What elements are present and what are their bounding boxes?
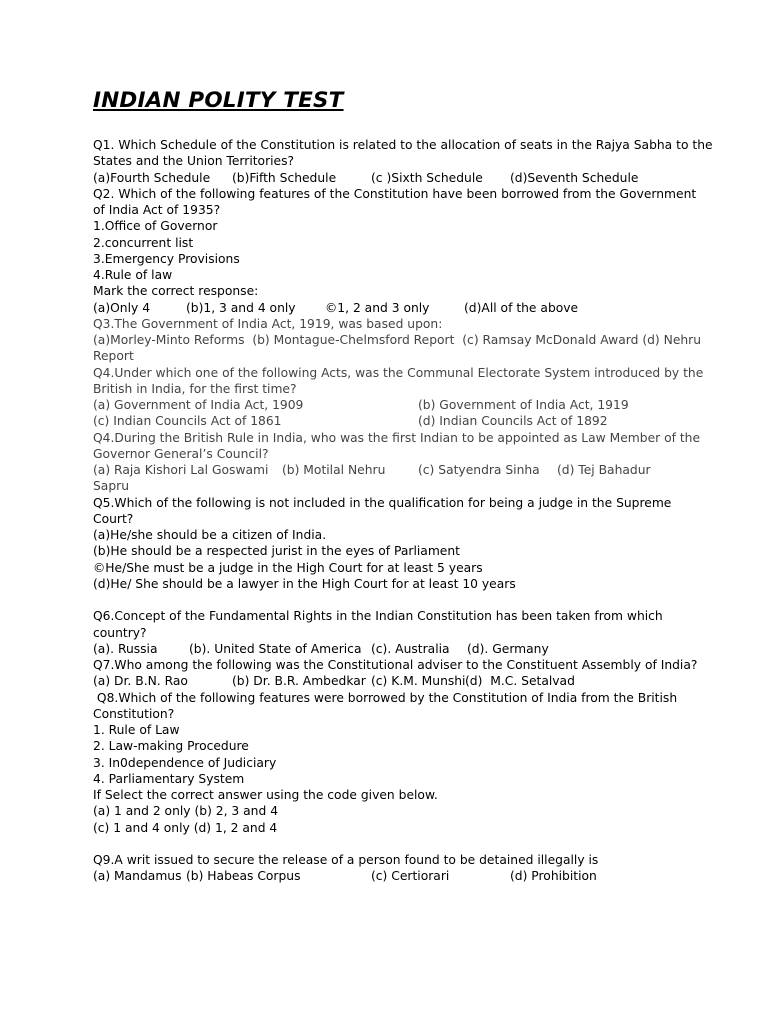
option-c: (c )Sixth Schedule bbox=[371, 170, 483, 185]
option-c: (c) Certiorari bbox=[371, 869, 450, 884]
option-d: (d)He/ She should be a lawyer in the High Court for at least 10 years bbox=[93, 576, 516, 591]
option-d: (d) Tej Bahadur bbox=[557, 463, 651, 477]
question-2-text: Q2. Which of the following features of the Constitution have been borrowed from the Government bbox=[93, 186, 697, 201]
option-a: (a)He/she should be a citizen of India. bbox=[93, 528, 327, 542]
question-5-text-cont: Court? bbox=[93, 511, 134, 526]
option-c: (c) K.M. Munshi bbox=[371, 674, 466, 689]
option-d: (d) M.C. Setalvad bbox=[465, 674, 575, 689]
list-item: 2.concurrent list bbox=[93, 235, 194, 250]
option-b: (b)Fifth Schedule bbox=[232, 170, 337, 185]
option-b: (b) Habeas Corpus bbox=[186, 869, 301, 884]
question-9-text: Q9.A writ issued to secure the release of a person found to be detained illegally is bbox=[93, 853, 599, 867]
question-4b-options bbox=[93, 462, 683, 478]
list-item: 2. Law-making Procedure bbox=[93, 739, 249, 754]
list-item: 3. In0dependence of Judiciary bbox=[93, 755, 277, 770]
question-3-options: (a)Morley-Minto Reforms (b) Montague-Chelmsford Report (c) Ramsay McDonald Award (d) Nehru bbox=[93, 333, 702, 347]
question-9-options bbox=[93, 868, 683, 884]
option-c: (c) Satyendra Sinha bbox=[418, 463, 540, 477]
option-b: (b) Government of India Act, 1919 bbox=[418, 398, 629, 412]
question-4a-text: Q4.Under which one of the following Acts, was the Communal Electorate System introduced by the bbox=[93, 365, 704, 380]
list-item: 1.Office of Governor bbox=[93, 219, 218, 234]
option-c: (c). Australia bbox=[371, 641, 450, 656]
option-a: (a). Russia bbox=[93, 641, 158, 656]
question-5-text: Q5.Which of the following is not included in the qualification for being a judge in the Supreme bbox=[93, 495, 672, 510]
option-b: (b)He should be a respected jurist in the eyes of Parliament bbox=[93, 544, 460, 559]
question-2-options bbox=[93, 300, 683, 316]
spacer bbox=[93, 592, 683, 608]
question-4b-text: Q4.During the British Rule in India, who was the first Indian to be appointed as Law Member of the bbox=[93, 430, 701, 445]
option-c: (c) Indian Councils Act of 1861 bbox=[93, 414, 282, 429]
question-8-options: (a) 1 and 2 only (b) 2, 3 and 4 bbox=[93, 804, 279, 819]
option-d: (d)All of the above bbox=[464, 300, 579, 315]
question-7-text: Q7.Who among the following was the Constitutional adviser to the Constituent Assembly of India? bbox=[93, 658, 698, 672]
question-3-text: Q3.The Government of India Act, 1919, was based upon: bbox=[93, 316, 443, 331]
question-8-options-cont: (c) 1 and 4 only (d) 1, 2 and 4 bbox=[93, 820, 278, 835]
option-d: (d) Prohibition bbox=[510, 869, 597, 884]
option-b: (b)1, 3 and 4 only bbox=[186, 300, 296, 315]
option-a: (a) Mandamus bbox=[93, 869, 182, 884]
question-4b-text-cont: Governor General’s Council? bbox=[93, 446, 269, 461]
option-d: (d) Indian Councils Act of 1892 bbox=[418, 414, 608, 429]
list-item: 3.Emergency Provisions bbox=[93, 251, 240, 266]
question-6-options bbox=[93, 641, 683, 657]
option-b: (b) Motilal Nehru bbox=[282, 463, 386, 477]
question-1-text: Q1. Which Schedule of the Constitution is related to the allocation of seats in the Rajya Sabha to the bbox=[93, 138, 713, 152]
question-6-text-cont: country? bbox=[93, 625, 147, 640]
question-2-prompt: Mark the correct response: bbox=[93, 284, 259, 299]
document-page bbox=[93, 88, 713, 885]
option-c: ©He/She must be a judge in the High Court for at least 5 years bbox=[93, 560, 483, 575]
question-6-text: Q6.Concept of the Fundamental Rights in the Indian Constitution has been taken from which bbox=[93, 609, 663, 624]
question-8-prompt: If Select the correct answer using the code given below. bbox=[93, 788, 438, 802]
option-d: (d)Seventh Schedule bbox=[510, 170, 639, 185]
option-d: (d). Germany bbox=[467, 641, 549, 656]
option-a: (a)Fourth Schedule bbox=[93, 170, 211, 185]
question-4a-text-cont: British in India, for the first time? bbox=[93, 381, 297, 396]
spacer bbox=[93, 836, 683, 852]
question-1-text-cont: States and the Union Territories? bbox=[93, 154, 295, 169]
option-a: (a) Government of India Act, 1909 bbox=[93, 398, 304, 412]
question-4a-options-row1 bbox=[93, 397, 683, 413]
option-a: (a)Only 4 bbox=[93, 300, 151, 315]
question-2-text-cont: of India Act of 1935? bbox=[93, 203, 221, 217]
question-4b-options-cont: Sapru bbox=[93, 479, 129, 494]
question-3-options-cont: Report bbox=[93, 349, 134, 364]
option-a: (a) Dr. B.N. Rao bbox=[93, 674, 188, 689]
page-title: INDIAN POLITY TEST bbox=[93, 88, 344, 113]
option-b: (b) Dr. B.R. Ambedkar bbox=[232, 674, 366, 689]
question-7-options bbox=[93, 673, 683, 689]
option-a: (a) Raja Kishori Lal Goswami bbox=[93, 463, 269, 477]
question-8-text-cont: Constitution? bbox=[93, 706, 175, 721]
list-item: 1. Rule of Law bbox=[93, 723, 180, 737]
list-item: 4. Parliamentary System bbox=[93, 771, 245, 786]
list-item: 4.Rule of law bbox=[93, 268, 173, 282]
option-b: (b). United State of America bbox=[189, 641, 362, 656]
question-4a-options-row2 bbox=[93, 413, 683, 429]
question-8-text: Q8.Which of the following features were borrowed by the Constitution of India from the British bbox=[93, 690, 678, 705]
option-c: ©1, 2 and 3 only bbox=[325, 300, 430, 315]
question-1-options bbox=[93, 170, 683, 186]
